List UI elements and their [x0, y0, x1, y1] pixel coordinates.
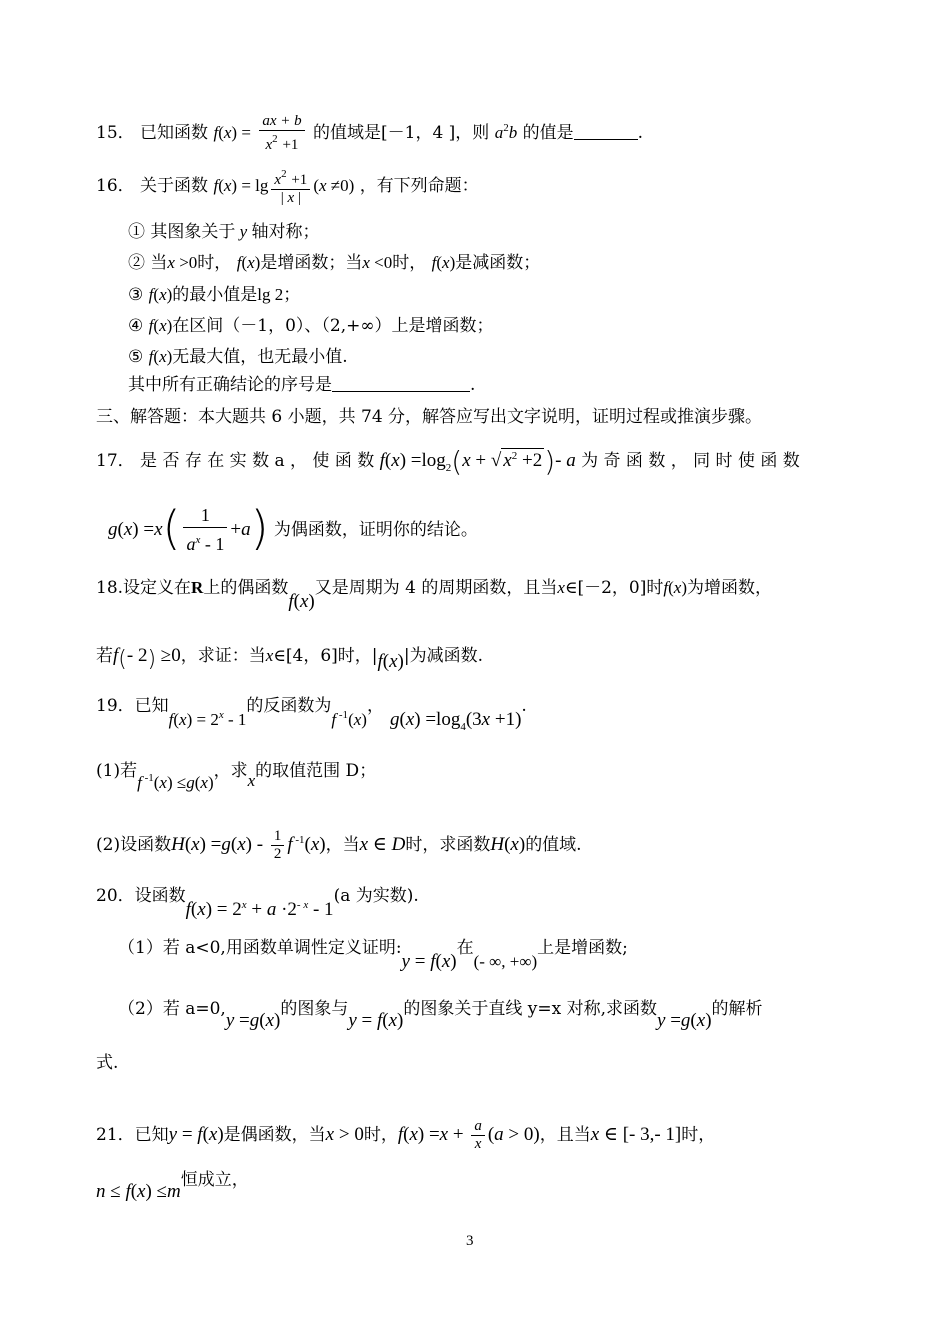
q19-part2: (2)设函数H(x) =g(x) - $\frac{1}{2}$ f $^{-1}$(x)，当x ∈ D时，求函数H(x)的值域. — [96, 827, 582, 862]
q15-text2: 的值域是[－1，4 ]，则 — [313, 123, 490, 143]
q16-item1: ① 其图象关于 y 轴对称； — [128, 222, 320, 242]
q17-formula-g: g(x) =x( $\frac{1}{a^x - 1}$ +a) — [108, 501, 269, 555]
q21-line1: 21．已知y = f(x)是偶函数，当x > 0时，f(x) =x + $\frac{a}{x}$ (a > 0)，且当x ∈ [- 3,- 1]时， — [96, 1117, 716, 1152]
q17-line1: 17． 是 否 存 在 实 数 a ， 使 函 数 $f(x) =\log_2(x$ + √ $x^2 +2)-$ a 为 奇 函 数 ， 同 时 使 函 数 — [96, 445, 800, 478]
q15-answer-blank[interactable] — [574, 123, 638, 140]
q18-line2: 若f(- 2) ≥0，求证：当x∈[4，6]时，|f(x)|为减函数. — [96, 645, 484, 672]
q18-line1: 18.设定义在R上的偶函数f(x)又是周期为 4 的周期函数，且当x∈[－2，0]时f(x)为增函数， — [96, 578, 772, 612]
q20-line1: 20．设函数$f(x) = 2^x + a \cdot 2^-$ $^x$ - 1(a 为实数). — [96, 886, 419, 920]
q19-part1: (1)若f $^{-1}$(x) ≤g(x)，求x的取值范围 D； — [96, 761, 377, 792]
q15-a2b: a — [494, 123, 504, 142]
q17-formula-f: $f(x) =\log_2(x$ + √ $x^2 +2)-$ a — [379, 445, 576, 478]
q15-text1: 已知函数 — [140, 123, 209, 143]
q16-tail: 其中所有正确结论的序号是 . — [128, 375, 476, 395]
q15-line: 15． 已知函数 f(x) = $\frac{ax + b}{x^2 +1}$ 的值域是[－1，4 ]，则 $a^2b$ 的值是 . — [96, 113, 644, 153]
q15-formula: f — [213, 123, 219, 142]
q20-part1: （1）若 a<0,用函数单调性定义证明:y = f(x)在(- ∞, +∞)上是增函数; — [118, 938, 628, 972]
section3-heading: 三、解答题：本大题共 6 小题，共 74 分，解答应写出文字说明，证明过程或推演步骤。 — [96, 407, 763, 427]
q16-item5: ⑤ f(x)无最大值，也无最小值. — [128, 347, 348, 367]
q15-text3: 的值是 — [522, 123, 574, 143]
page-number: 3 — [466, 1233, 474, 1249]
q16-line: 16． 关于函数 f(x) = lg $\frac{x^2 +1}{| x |}$ (x ≠0) ，有下列命题： — [96, 168, 479, 206]
q16-item2: ② 当x >0时， f(x)是增函数；当x <0时， f(x)是减函数； — [128, 253, 541, 273]
q17-line2: g(x) =x( $\frac{1}{a^x - 1}$ +a) 为偶函数，证明你的结论。 — [108, 501, 478, 555]
q20-part2: （2）若 a=0,y =g(x)的图象与y = f(x)的图象关于直线 y=x 对称,求函数y =g(x)的解析 — [118, 999, 763, 1031]
q15-number: 15． — [96, 123, 135, 143]
q16-formula: f — [213, 176, 219, 195]
q16-text2: ，有下列命题： — [359, 176, 479, 196]
q16-text1: 关于函数 — [140, 176, 209, 196]
q16-number: 16． — [96, 176, 135, 196]
q15-fraction: $\frac{ax + b}{x^2 +1}$ — [259, 113, 304, 154]
q20-part2-tail: 式. — [96, 1053, 119, 1073]
q21-line2: n ≤ f(x) ≤m恒成立， — [96, 1170, 249, 1202]
q19-line1: 19．已知$f(x) = 2^x - 1$的反函数为f $^{-1}$(x)， $g(x) =\log_4(3x +1)$. — [96, 696, 527, 733]
q16-item3: ③ f(x)的最小值是lg 2； — [128, 285, 301, 305]
q16-item4: ④ f(x)在区间（－1，0）、（2,+∞）上是增函数； — [128, 316, 494, 336]
q16-answer-blank[interactable] — [332, 375, 470, 392]
